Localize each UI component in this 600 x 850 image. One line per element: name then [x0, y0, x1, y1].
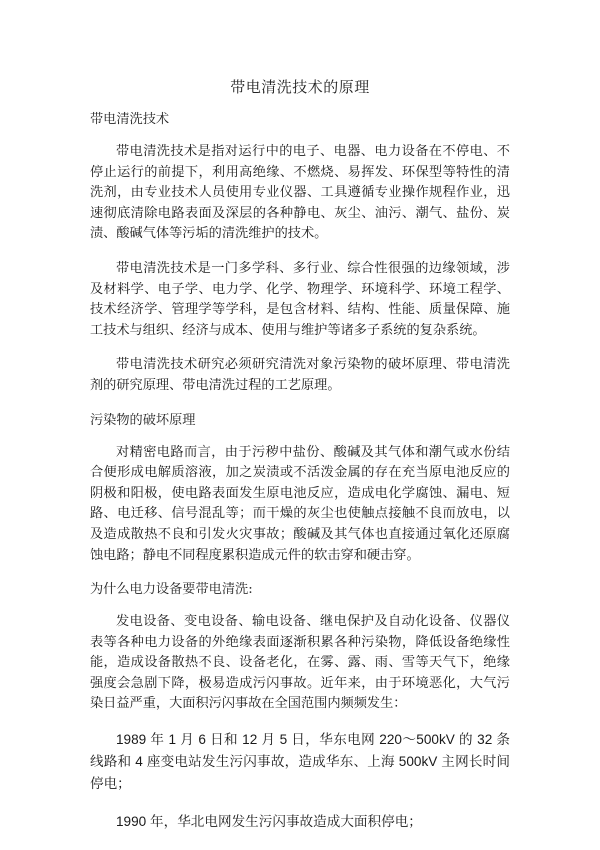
page-title: 带电清洗技术的原理: [230, 78, 370, 96]
paragraph: 带电清洗技术是指对运行中的电子、电器、电力设备在不停电、不停止运行的前提下，利用高绝缘、不燃烧、易挥发、环保型等特性的清洗剂，由专业技术人员使用专业仪器、工具遵循专业操作规程作业，迅速彻底清除电路表面及深层的各种静电、灰尘、油污、潮气、盐份、炭渍、酸碱气体等污垢的清洗维护的技术。: [90, 144, 510, 242]
paragraph: 带电清洗技术是一门多学科、多行业、综合性很强的边缘领域，涉及材料学、电子学、电力学、化学、物理学、环境科学、环境工程学、技术经济学、管理学等学科，是包含材料、结构、性能、质量保障、施工技术与组织、经济与成本、使用与维护等诸多子系统的复杂系统。: [90, 260, 510, 338]
events-list: [90, 729, 510, 833]
event-paragraph: 1989 年 1 月 6 日和 12 月 5 日，华东电网 220～500kV 的 32 条线路和 4 座变电站发生污闪事故，造成华东、上海 500kV 主网长时间停电；: [90, 732, 510, 792]
paragraph: 对精密电路而言，由于污秽中盐份、酸碱及其气体和潮气或水份结合便形成电解质溶液，加之炭渍或不活泼金属的存在充当原电池反应的阴极和阳极，使电路表面发生原电池反应，造成电化学腐蚀、漏电、短路、电迁移、信号混乱等；而干燥的灰尘也使触点接触不良而放电，以及造成散热不良和引发火灾事故；酸碱及其气体也直接通过氧化还原腐蚀电路；静电不同程度累积造成元件的软击穿和硬击穿。: [90, 444, 510, 563]
section-live-cleaning: [90, 110, 510, 397]
section-why-live-cleaning: [90, 580, 510, 715]
section-heading: 带电清洗技术: [90, 112, 170, 127]
paragraph: 带电清洗技术研究必须研究清洗对象污染物的破坏原理、带电清洗剂的研究原理、带电清洗过程的工艺原理。: [90, 357, 510, 393]
section-heading: 为什么电力设备要带电清洗:: [90, 582, 253, 598]
paragraph: 发电设备、变电设备、输电设备、继电保护及自动化设备、仪器仪表等各种电力设备的外绝缘表面逐渐积累各种污染物，降低设备绝缘性能，造成设备散热不良、设备老化，在雾、露、雨、雪等天气下，绝缘强度会急剧下降，极易造成污闪事故。近年来，由于环境恶化，大气污染日益严重，大面积污闪事故在全国范围内频频发生：: [90, 614, 510, 712]
event-paragraph: 1990 年，华北电网发生污闪事故造成大面积停电；: [116, 814, 422, 830]
section-pollutant-damage: [90, 411, 510, 567]
section-heading: 污染物的破坏原理: [90, 412, 196, 428]
document-body: [90, 110, 510, 849]
